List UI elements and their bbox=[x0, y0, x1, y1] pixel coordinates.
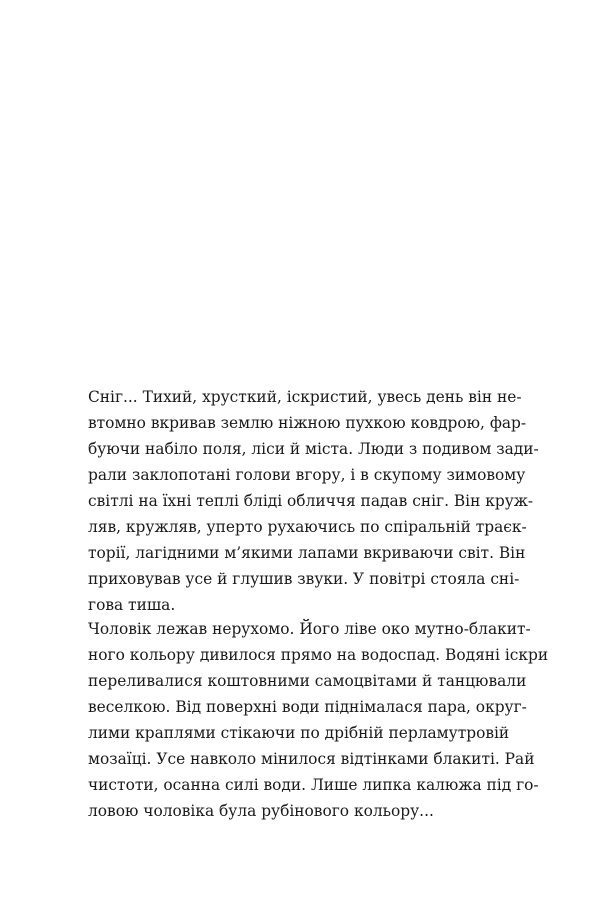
text-line: ляв, кружляв, уперто рухаючись по спіральній траєк- bbox=[88, 518, 527, 536]
text-line: Чоловік лежав нерухомо. Його ліве око мутно-блакит- bbox=[88, 620, 531, 638]
text-line: рали заклопотані голови вгору, і в скупому зимовому bbox=[88, 466, 526, 484]
paragraph-waterfall bbox=[88, 616, 549, 824]
text-line: гова тиша. bbox=[88, 596, 176, 614]
text-line: веселкою. Від поверхні води піднімалася пара, округ- bbox=[88, 698, 527, 716]
text-line: ловою чоловіка була рубінового кольору... bbox=[88, 802, 434, 820]
text-line: переливалися коштовними самоцвітами й танцювали bbox=[88, 672, 527, 690]
text-line: світлі на їхні теплі бліді обличчя падав сніг. Він круж- bbox=[88, 492, 534, 510]
text-line: чистоти, осанна силі води. Лише липка калюжа під го- bbox=[88, 776, 539, 794]
text-line: приховував усе й глушив звуки. У повітрі стояла сні- bbox=[88, 570, 520, 588]
text-line: втомно вкривав землю ніжною пухкою ковдрою, фар- bbox=[88, 414, 527, 432]
text-line: буючи набіло поля, ліси й міста. Люди з подивом зади- bbox=[88, 440, 539, 458]
paragraph-snow bbox=[88, 384, 539, 618]
text-line: мозаїці. Усе навколо мінилося відтінками блакиті. Рай bbox=[88, 750, 535, 768]
text-line: ного кольору дивилося прямо на водоспад. Водяні іскри bbox=[88, 646, 549, 664]
text-line: торії, лагідними м’якими лапами вкриваючи світ. Він bbox=[88, 544, 526, 562]
text-line: Сніг... Тихий, хрусткий, іскристий, увесь день він не- bbox=[88, 388, 522, 406]
text-line: лими краплями стікаючи по дрібній перламутровій bbox=[88, 724, 510, 742]
